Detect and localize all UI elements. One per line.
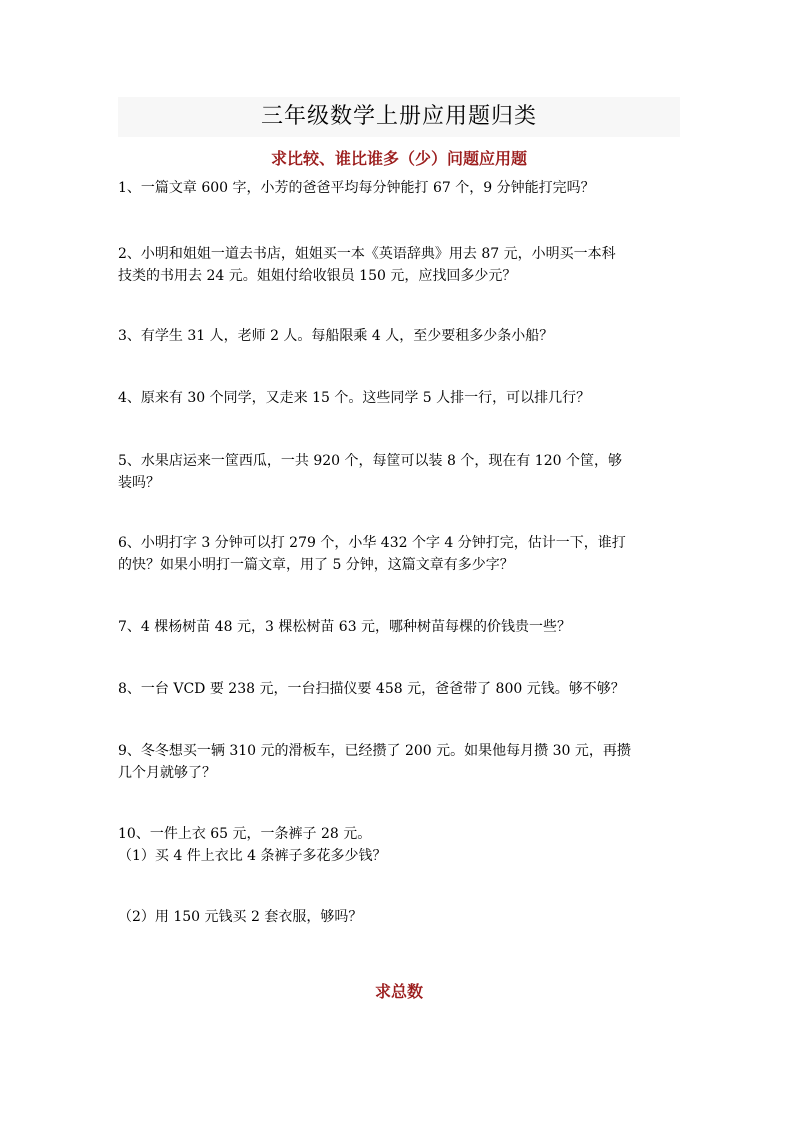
question-line: 技类的书用去 24 元。姐姐付给收银员 150 元，应找回多少元？ <box>118 268 517 284</box>
question-2 <box>118 243 680 287</box>
question-line: 3、有学生 31 人，老师 2 人。每船限乘 4 人，至少要租多少条小船？ <box>118 328 554 344</box>
question-line: 10、一件上衣 65 元，一条裤子 28 元。 <box>118 826 372 842</box>
question-4 <box>118 387 680 409</box>
question-10 <box>118 823 680 867</box>
question-line: 9、冬冬想买一辆 310 元的滑板车，已经攒了 200 元。如果他每月攒 30 元，再攒 <box>118 743 631 759</box>
question-line: 5、水果店运来一筐西瓜，一共 920 个，每筐可以装 8 个，现在有 120 个筐，够 <box>118 453 622 469</box>
question-line: （2）用 150 元钱买 2 套衣服，够吗？ <box>118 909 363 925</box>
question-line: 的快？如果小明打一篇文章，用了 5 分钟，这篇文章有多少字？ <box>118 557 514 573</box>
question-7 <box>118 616 680 638</box>
question-10-part-2 <box>118 906 680 928</box>
question-line: 装吗？ <box>118 475 160 491</box>
question-line: 4、原来有 30 个同学，又走来 15 个。这些同学 5 人排一行，可以排几行？ <box>118 390 591 406</box>
question-line: 几个月就够了？ <box>118 765 216 781</box>
question-9 <box>118 740 680 784</box>
question-line: 8、一台 VCD 要 238 元，一台扫描仪要 458 元，爸爸带了 800 元钱。够不够？ <box>118 681 625 697</box>
page-title: 三年级数学上册应用题归类 <box>260 104 537 129</box>
question-line: 2、小明和姐姐一道去书店，姐姐买一本《英语辞典》用去 87 元，小明买一本科 <box>118 246 616 262</box>
question-1 <box>118 177 680 199</box>
section-title-total: 求总数 <box>374 982 423 1001</box>
question-line: 1、一篇文章 600 字，小芳的爸爸平均每分钟能打 67 个，9 分钟能打完吗？ <box>118 180 595 196</box>
question-5 <box>118 450 680 494</box>
question-line: 6、小明打字 3 分钟可以打 279 个，小华 432 个字 4 分钟打完，估计一下，谁打 <box>118 535 626 551</box>
question-6 <box>118 532 680 576</box>
section-title-comparison: 求比较、谁比谁多（少）问题应用题 <box>270 149 527 168</box>
question-8 <box>118 678 680 700</box>
question-line: （1）买 4 件上衣比 4 条裤子多花多少钱？ <box>118 848 387 864</box>
question-3 <box>118 325 680 347</box>
question-line: 7、4 棵杨树苗 48 元，3 棵松树苗 63 元，哪种树苗每棵的价钱贵一些？ <box>118 619 572 635</box>
